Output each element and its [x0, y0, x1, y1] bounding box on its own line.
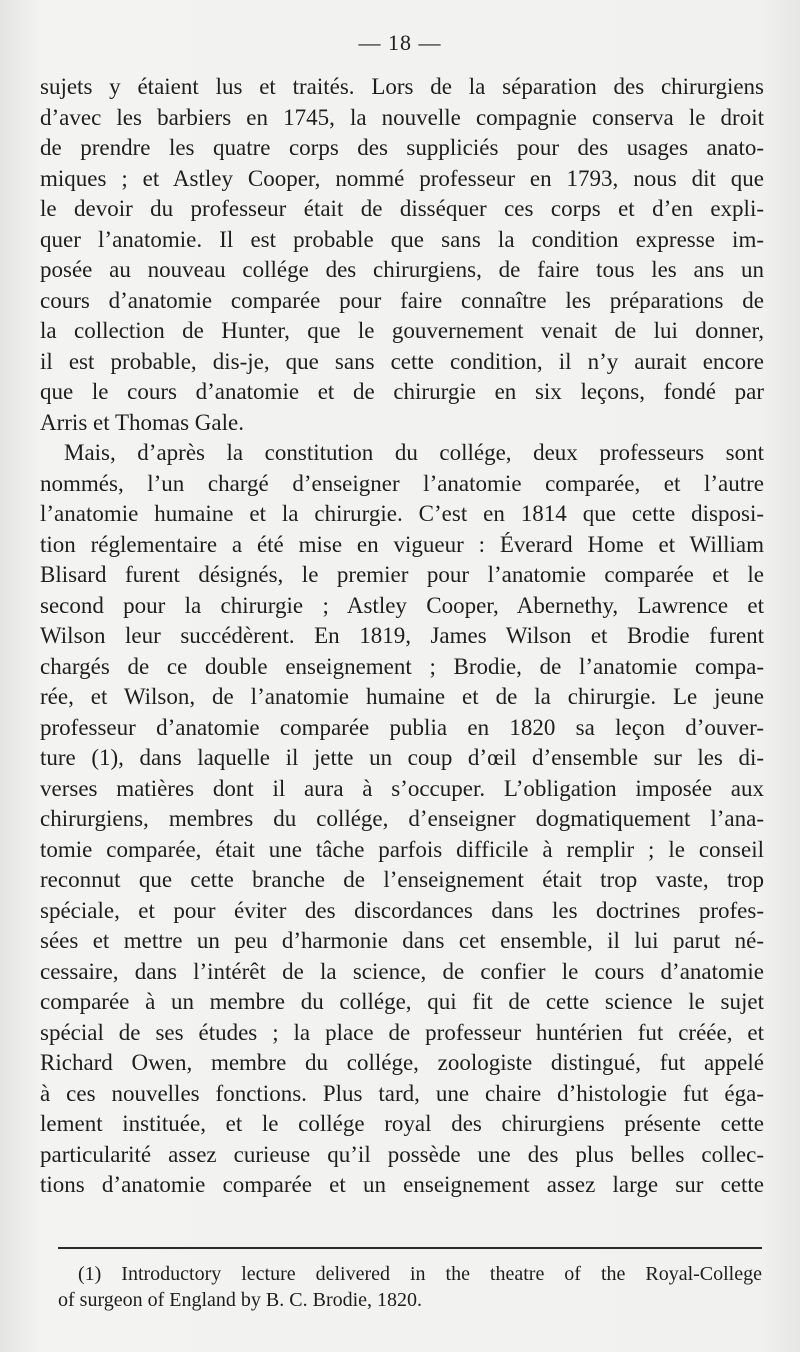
text-line: le devoir du professeur était de disséquer ces corps et d’en expli- [40, 196, 764, 221]
text-line: tomie comparée, était une tâche parfois difficile à remplir ; le conseil [40, 836, 764, 862]
text-line: ture (1), dans laquelle il jette un coup d’œil d’ensemble sur les di- [40, 745, 764, 770]
text-line: sées et mettre un peu d’harmonie dans cet ensemble, il lui parut né- [40, 928, 764, 953]
text-line: de prendre les quatre corps des suppliciés pour des usages anato- [40, 135, 764, 160]
main-text [40, 72, 764, 1201]
text-line: professeur d’anatomie comparée publia en 1820 sa leçon d’ouver- [40, 714, 764, 740]
footnote [58, 1261, 762, 1313]
paragraph-start-line: Mais, d’après la constitution du collége, deux professeurs sont [64, 440, 764, 465]
text-line: posée au nouveau collége des chirurgiens, de faire tous les ans un [40, 257, 764, 282]
text-line: chirurgiens, membres du collége, d’enseigner dogmatiquement l’ana- [40, 806, 764, 831]
text-line: à ces nouvelles fonctions. Plus tard, une chaire d’histologie fut éga- [40, 1080, 764, 1106]
footnote-divider [58, 1247, 762, 1249]
text-line: miques ; et Astley Cooper, nommé professeur en 1793, nous dit que [40, 165, 764, 191]
text-line: lement instituée, et le collége royal des chirurgiens présente cette [40, 1111, 764, 1136]
text-line: nommés, l’un chargé d’enseigner l’anatomie comparée, et l’autre [40, 470, 764, 496]
text-line: chargés de ce double enseignement ; Brodie, de l’anatomie compa- [40, 653, 764, 679]
text-line: rée, et Wilson, de l’anatomie humaine et de la chirurgie. Le jeune [40, 684, 764, 709]
text-line: particularité assez curieuse qu’il possède une des plus belles collec- [40, 1141, 764, 1167]
page-number: — 18 — [358, 30, 442, 55]
text-line: sujets y étaient lus et traités. Lors de la séparation des chirurgiens [40, 74, 764, 99]
text-line: spéciale, et pour éviter des discordances dans les doctrines profes- [40, 897, 764, 923]
text-line: que le cours d’anatomie et de chirurgie en six leçons, fondé par [40, 379, 764, 404]
footnote-line: (1) Introductory lecture delivered in the theatre of the Royal-College [78, 1263, 762, 1285]
text-line: tions d’anatomie comparée et un enseignement assez large sur cette [40, 1172, 764, 1197]
text-line: il est probable, dis-je, que sans cette condition, il n’y aurait encore [40, 348, 764, 374]
text-line: quer l’anatomie. Il est probable que sans la condition expresse im- [40, 226, 764, 252]
text-line: reconnut que cette branche de l’enseignement était trop vaste, trop [40, 867, 764, 892]
text-line: spécial de ses études ; la place de professeur huntérien fut créée, et [40, 1019, 764, 1045]
text-line: la collection de Hunter, que le gouvernement venait de lui donner, [40, 318, 764, 343]
text-line: verses matières dont il aura à s’occuper. L’obligation imposée aux [40, 775, 764, 801]
text-line: Arris et Thomas Gale. [40, 409, 244, 435]
footnote-line: of surgeon of England by B. C. Brodie, 1820. [58, 1289, 423, 1311]
text-line: l’anatomie humaine et la chirurgie. C’est en 1814 que cette disposi- [40, 501, 764, 526]
text-line: second pour la chirurgie ; Astley Cooper, Abernethy, Lawrence et [40, 592, 764, 618]
text-line: Wilson leur succédèrent. En 1819, James Wilson et Brodie furent [40, 623, 764, 648]
text-line: d’avec les barbiers en 1745, la nouvelle compagnie conserva le droit [40, 104, 764, 130]
text-line: comparée à un membre du collége, qui fit de cette science le sujet [40, 989, 764, 1014]
text-line: tion réglementaire a été mise en vigueur : Éverard Home et William [40, 531, 764, 557]
text-line: cours d’anatomie comparée pour faire connaître les préparations de [40, 287, 764, 313]
text-line: cessaire, dans l’intérêt de la science, de confier le cours d’anatomie [40, 958, 764, 984]
text-line: Blisard furent désignés, le premier pour l’anatomie comparée et le [40, 562, 764, 587]
text-line: Richard Owen, membre du collége, zoologiste distingué, fut appelé [40, 1050, 764, 1075]
